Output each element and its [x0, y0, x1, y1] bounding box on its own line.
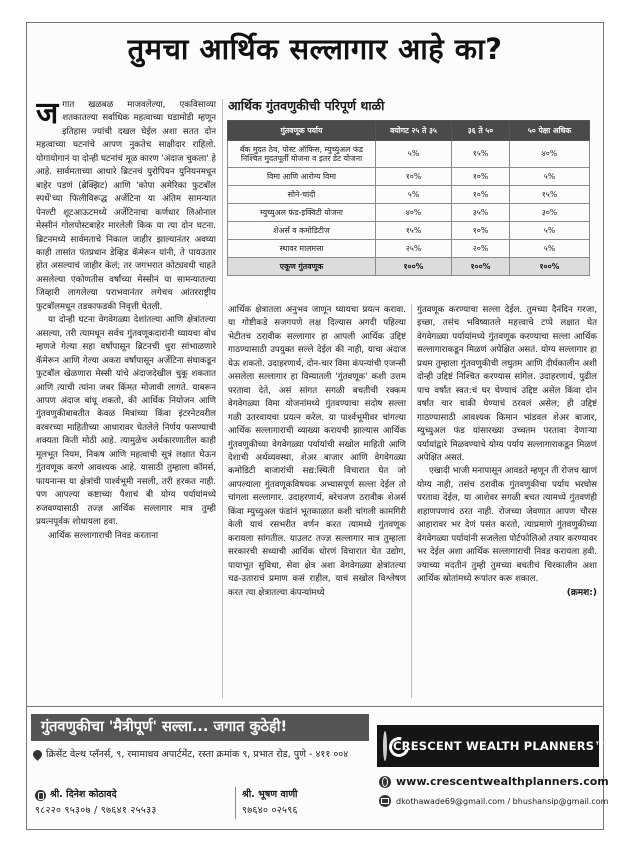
article-paragraph: आर्थिक सल्लागाराची निवड करताना	[48, 530, 159, 541]
table-cell: २५%	[376, 240, 452, 258]
table-cell: १००%	[376, 258, 452, 276]
table-heading: आर्थिक गुंतवणुकीची परिपूर्ण थाळी	[228, 98, 385, 113]
table-cell: ३५%	[452, 204, 510, 222]
table-cell: १५%	[510, 186, 590, 204]
article-paragraph: गुंतवणूक करण्याचा सल्ला देईल. तुमच्या दैनंदिन गरजा, इच्छा, तसंच भविष्यातले महत्त्वाचे टप्पे लक्षात घेत वेगवेगळ्या पर्यायांमध्ये गुंतवणूक करण्याचा सल्ला आर्थिक सल्लागाराकडून मिळणं अपेक्षित असतं. योग्य सल्लागार हा प्रथम तुम्हाला गुंतवणुकीची लघुतम आणि दीर्घकालीन अशी दोन्ही उद्दिष्टं निश्चित करण्यास सांगेल. उदाहरणार्थ, पुढील पाच वर्षांत स्वत:चं घर घेण्याचं उद्दिष्ट असेल किंवा दोन वर्षांत चार चाकी घेण्याचं ठरवलं असेल; ही उद्दिष्टं गाठण्यासाठी आवश्यक किमान भांडवल शेअर बाजार, म्युच्युअल फंड यांसारख्या उच्चतम परतावा देणाऱ्या पर्यायांद्वारे मिळवण्याचे योग्य पर्याय सल्लागाराकडून मिळणं अपेक्षित असतं.	[417, 305, 597, 463]
contact-name: श्री. भूषण वाणी	[242, 789, 298, 800]
table-cell: विमा आणि आरोग्य विमा	[228, 168, 376, 186]
contact-bhushan	[235, 787, 362, 819]
newspaper-page	[26, 22, 609, 830]
table-cell: म्युच्युअल फंड-इक्विटी योजना	[228, 204, 376, 222]
table-cell: १०%	[452, 222, 510, 240]
column-divider	[411, 304, 412, 698]
table-cell: ५%	[376, 141, 452, 168]
article-paragraph: आर्थिक क्षेत्रातला अनुभव जाणून घ्यायचा प्रयत्न करावा. या गोष्टीकडे सजगपणे लक्ष दिल्यास अगदी पहिल्या भेटीतच ठरावीक सल्लागार हा आपली आर्थिक उद्दिष्टं गाठण्यासाठी उपयुक्त सल्ले देईल की नाही, याचा अंदाज येऊ शकतो. उदाहरणार्थ, दोन-चार विमा कंपन्यांची एजन्सी असलेला सल्लागार हा विम्यातली 'गुंतवणूक' कशी उत्तम परतावा देते, असं सांगत सगळी बचतीची रक्कम वेगवेगळ्या विमा योजनांमध्ये गुंतवण्याचा सदोष सल्ला गळी उतरवायचा प्रयत्न करेल. या पार्श्वभूमीवर चांगल्या आर्थिक सल्लागाराची व्याख्या करायची झाल्यास आर्थिक गुंतवणुकीच्या वेगवेगळ्या पर्यायांची सखोल माहिती आणि देशाची अर्थव्यवस्था, शेअर बाजार आणि वेगवेगळ्या कमोडिटी बाजारांची सद्य:स्थिती विचारात घेत जो आपल्याला गुंतवणूकविषयक अभ्यासपूर्ण सल्ला देईल तो चांगला सल्लागार. उदाहरणार्थ, बरेचजण ठरावीक शेअर्स किंवा म्युच्युअल फंडांनं भूतकाळात कशी चांगली कामगिरी केली याचं रसभरीत वर्णन करत त्यामध्ये गुंतवणूक करायला सांगतील. याउलट तज्ज्ञ सल्लागार मात्र तुम्हाला सरकारची सध्याची आर्थिक धोरणं विचारात घेत उद्योग, पायाभूत सुविधा, सेवा क्षेत्र अशा वेगवेगळ्या क्षेत्रांतल्या चढ-उताराचं प्रमाण कसं राहील, याचं सखोल विश्लेषण करत त्या क्षेत्रातल्या कंपन्यांमध्ये	[228, 305, 406, 598]
page-title: तुमचा आर्थिक सल्लागार आहे का?	[127, 32, 503, 66]
column-header: गुंतवणूक पर्याय	[228, 121, 376, 141]
table-row	[228, 204, 590, 222]
address-block	[33, 748, 363, 761]
contact-phone: ९७६४० ०२५९६	[242, 805, 298, 816]
article-paragraph: या दोन्ही घटना वेगवेगळ्या देशांतल्या आणि क्षेत्रांतल्या असल्या, तरी त्यामधून सर्वच गुंतवणूकदारांनी घ्यायचा बोध म्हणजे गेल्या सहा वर्षांपासून ब्रिटनची धुरा सांभाळणारे कॅमेरून आणि गेल्या अकरा वर्षांपासून अर्जेटिना संघाकडून फुटबॉल खेळणारा मेस्सी यांचे अंदाजदेखील चुकू शकतात आणि त्याची त्यांना जबर किंमत मोजावी लागते. याबरून आपण अंदाज बांधू शकतो, की आर्थिक नियोजन आणि गुंतवणुकीबाबतीत केवळ मित्रांच्या किंवा इंटरनेटवरील वरवरच्या माहितीच्या आधारावर घेतलेले निर्णय फसण्याची शक्यता किती मोठी आहे. त्यामुळेच अर्थकारणातील काही मूलभूत नियम, निकष आणि महत्वाची सूत्रं लक्षात घेऊन गुंतवणूक करणे आवश्यक आहे. यासाठी तुम्हाला कॉमर्स, फायनान्स या क्षेत्रांची पार्श्वभूमी नसली, तरी हरकत नाही. पण आपल्या कष्टाच्या पैशाचं बी योग्य पर्यायांमध्ये रुजवण्यासाठी तज्ज्ञ आर्थिक सल्लागार मात्र तुम्ही प्रयत्नपूर्वक शोधायला हवा.	[36, 315, 216, 528]
table-header-row	[228, 121, 590, 141]
column-divider	[222, 99, 223, 698]
contact-name: श्री. दिनेश कोठावदे	[50, 789, 117, 800]
advertisement-footer	[27, 706, 609, 830]
table-cell: शेअर्स व कमोडिटीज	[228, 222, 376, 240]
investment-table	[227, 120, 590, 276]
table-cell: ३०%	[510, 204, 590, 222]
contact-phone: ९८२२० ९५३०७ / ९७६४१ २५५३३	[35, 805, 157, 816]
investment-table-box	[227, 97, 591, 297]
table-cell: सोने-चांदी	[228, 186, 376, 204]
table-cell: १०%	[452, 186, 510, 204]
phone-icon	[35, 790, 46, 801]
column-header: ५० पेक्षा अधिक	[510, 121, 590, 141]
mail-icon	[379, 795, 391, 807]
table-cell: १०%	[452, 168, 510, 186]
table-cell: ५%	[376, 186, 452, 204]
company-logo	[377, 725, 606, 767]
crescent-logo-icon	[383, 731, 387, 761]
article-column-3	[417, 304, 597, 698]
table-total-row	[228, 258, 590, 276]
column-header: ३६ ते ५०	[452, 121, 510, 141]
table-cell: १०%	[376, 168, 452, 186]
article-column-2	[228, 304, 406, 698]
table-cell: एकूण गुंतवणूक	[228, 258, 376, 276]
table-row	[228, 141, 590, 168]
logo-text: CRESCENT WEALTH PLANNERS™	[393, 739, 606, 753]
email-line	[379, 795, 608, 807]
table-cell: ५%	[510, 240, 590, 258]
table-cell: १००%	[452, 258, 510, 276]
website-link[interactable]: www.crescentwealthplanners.com	[396, 775, 609, 788]
location-pin-icon	[31, 748, 44, 761]
paragraph-text: गात खळबळ माजवलेल्या, एकविसाव्या शतकातल्या सर्वाधिक महत्वाच्या घडामोडी म्हणून इतिहास ज्यांची दखल घेईल अशा सतत दोन महत्वाच्या घटनांचे आपण नुकतेच साक्षीदार राहिलो. योगायोगानं या दोन्ही घटनांचं मूळ कारण 'अंदाज चुकला' हे आहे. सार्वमताच्या आधारे ब्रिटनचं युरोपियन युनियनमधून बाहेर पडणं (ब्रेक्झिट) आणि 'कोपा अमेरिका फुटबॉल स्पर्धे'च्या फिलीविरूद्ध अर्जेटिना या अंतिम सामन्यात पेनल्टी शूटआऊटमध्ये अर्जेटिनाचा कर्णधार लिओनाल मेस्सीनं गोलपोस्टबाहेर मारलेली किक या त्या दोन घटना. ब्रिटनमध्ये सार्वमताचे निकाल जाहीर झाल्यानंतर अवघ्या काही तासांत पंतप्रधान डेव्हिड कॅमेरून यांनी, ते पायउतार होत असल्याचं जाहीर केलं; तर जगभरात कोट्यवधी चाहते असलेल्या एकोणतीस वर्षांच्या मेस्सीनं या सामन्यातल्या जिव्हारी लागलेल्या पराभवानंतर लगेचच आंतरराष्ट्रीय फुटबॉलमधून तडकाफडकी निवृत्ती घेतली.	[36, 100, 216, 312]
drop-cap: ज	[36, 99, 59, 131]
article-paragraph	[36, 99, 216, 314]
website-line	[379, 775, 609, 788]
globe-icon	[379, 776, 391, 788]
table-cell: ४०%	[376, 204, 452, 222]
table-row	[228, 168, 590, 186]
table-cell: ४०%	[510, 141, 590, 168]
table-row	[228, 186, 590, 204]
table-cell: १५%	[452, 141, 510, 168]
contact-name-row	[35, 787, 205, 803]
address-text: क्रिसेंट वेल्थ प्लॅनर्स, ९, रमामाधव अपार्टमेंट, रस्ता क्रमांक ९, प्रभात रोड, पुणे - ४११ ००४	[46, 749, 349, 760]
article-column-1	[36, 99, 216, 698]
table-cell: २०%	[452, 240, 510, 258]
contact-dinesh	[35, 787, 205, 819]
table-row	[228, 240, 590, 258]
table-cell: स्थावर मालमत्ता	[228, 240, 376, 258]
table-row	[228, 222, 590, 240]
ad-banner: गुंतवणुकीचा 'मैत्रीपूर्ण' सल्ला... जगात कुठेही!	[31, 714, 369, 741]
article-paragraph: एखादी भाजी मनापासून आवडते म्हणून ती रोजच खाणं योग्य नाही, तसंच ठरावीक गुंतवणुकीचा पर्याय भरघोस परतावा देईल, या आशेवर सगळी बचत त्यामध्ये गुंतवणंही शहाणपणाचं ठरत नाही. रोजच्या जेवणात आपण चौरस आहारावर भर देणं पसंत करतो, त्याप्रमाणे गुंतवणुकीच्या वेगवेगळ्या पर्यायांनी सजलेला पोर्टफोलिओ तयार करण्यावर भर देईल अशा आर्थिक सल्लागाराची निवड करायला हवी. ज्याच्या मदतीनं तुम्ही तुमच्या बचतीचं चिरकालीन अशा आर्थिक स्रोतांमध्ये रूपांतर करू शकाल.	[417, 466, 597, 585]
table-cell: ५%	[510, 168, 590, 186]
email-addresses[interactable]: dkothawade69@gmail.com / bhushansip@gmail.com	[396, 796, 609, 806]
column-header: वयोगट २५ ते ३५	[376, 121, 452, 141]
table-cell: बँक मुदत ठेव, पोस्ट ऑफिस, म्युच्युअल फंड निश्चित मुदतपूर्ती योजना व इतर डेट योजना	[228, 141, 376, 168]
table-cell: ५%	[510, 222, 590, 240]
continued-marker: (क्रमश:)	[566, 587, 597, 598]
table-cell: १५%	[376, 222, 452, 240]
table-cell: १००%	[510, 258, 590, 276]
